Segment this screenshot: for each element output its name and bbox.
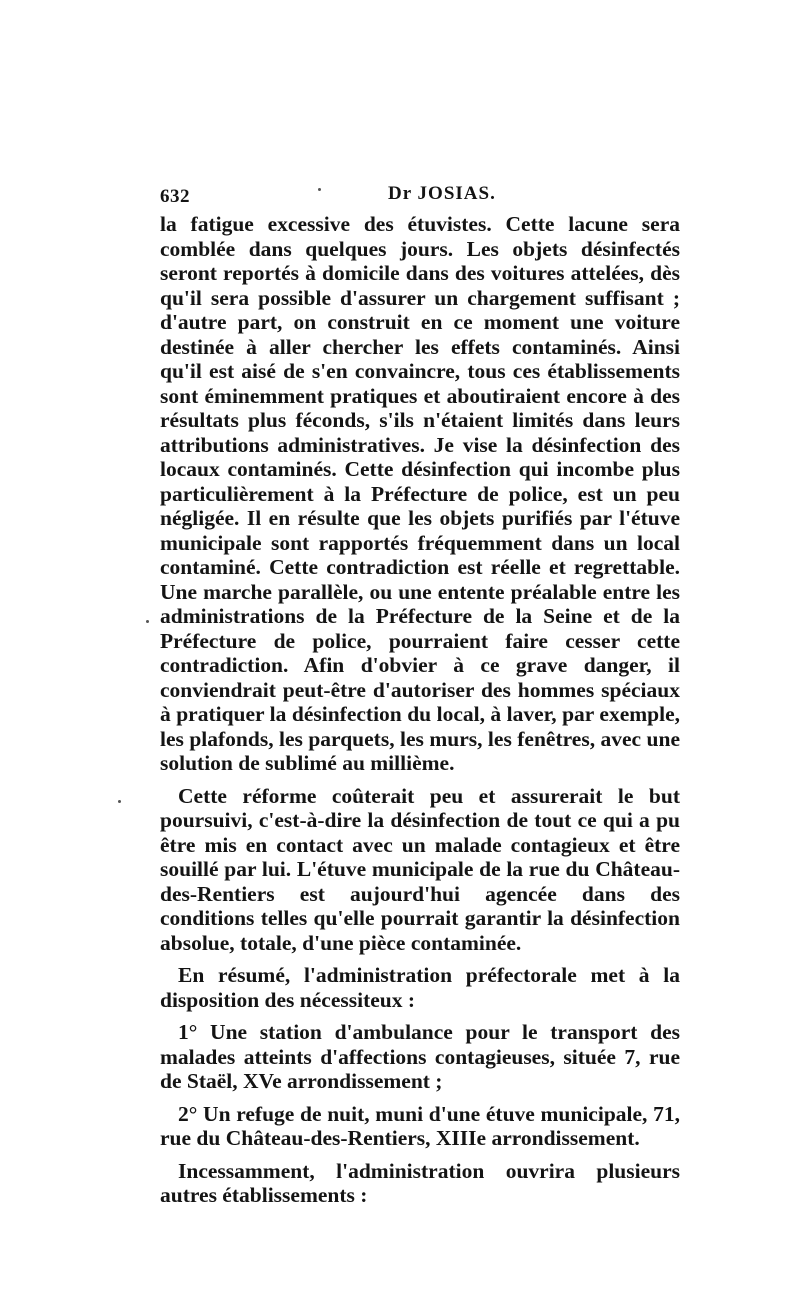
speck-mark [146,620,149,623]
speck-mark [118,800,121,803]
paragraph-continuation: la fatigue excessive des étuvistes. Cette lacune sera comblée dans quelques jours. Les objets désinfectés seront reportés à domicile dans des voitures attelées, dès qu'il sera possible d'assurer un chargement suffisant ; d'autre part, on construit en ce moment une voiture destinée à aller chercher les effets contaminés. Ainsi qu'il est aisé de s'en convaincre, tous ces établissements sont éminemment pratiques et aboutiraient encore à des résultats plus féconds, s'ils n'étaient limités dans leurs attributions administratives. Je vise la désinfection des locaux contaminés. Cette désinfection qui incombe plus particulièrement à la Préfecture de police, est un peu négligée. Il en résulte que les objets purifiés par l'étuve municipale sont rapportés fréquemment dans un local contaminé. Cette contradiction est réelle et regrettable. Une marche parallèle, ou une entente préalable entre les administrations de la Préfecture de la Seine et de la Préfecture de police, pourraient faire cesser cette contradiction. Afin d'obvier à ce grave danger, il conviendrait peut-être d'autoriser des hommes spéciaux à pratiquer la désinfection du local, à laver, par exemple, les plafonds, les parquets, les murs, les fenêtres, avec une solution de sublimé au millième. [160,212,680,775]
list-item-night-refuge: 2° Un refuge de nuit, muni d'une étuve municipale, 71, rue du Château-des-Rentiers, XIIIe arrondissement. [160,1101,680,1150]
speck-mark [318,188,321,191]
page-header [160,180,680,210]
body-text [160,212,680,1216]
page-number: 632 [160,186,190,207]
running-head: Dr JOSIAS. [388,183,496,204]
list-item-ambulance: 1° Une station d'ambulance pour le transport des malades atteints d'affections contagieuses, située 7, rue de Staël, XVe arrondissement ; [160,1020,680,1093]
paragraph-reform: Cette réforme coûterait peu et assurerait le but poursuivi, c'est-à-dire la désinfection de tout ce qui a pu être mis en contact avec un malade contagieux et être souillé par lui. L'étuve municipale de la rue du Château-des-Rentiers est aujourd'hui agencée dans des conditions telles qu'elle pourrait garantir la désinfection absolue, totale, d'une pièce contaminée. [160,783,680,955]
paragraph-future: Incessamment, l'administration ouvrira plusieurs autres établissements : [160,1158,680,1207]
paragraph-summary: En résumé, l'administration préfectorale met à la disposition des nécessiteux : [160,963,680,1012]
